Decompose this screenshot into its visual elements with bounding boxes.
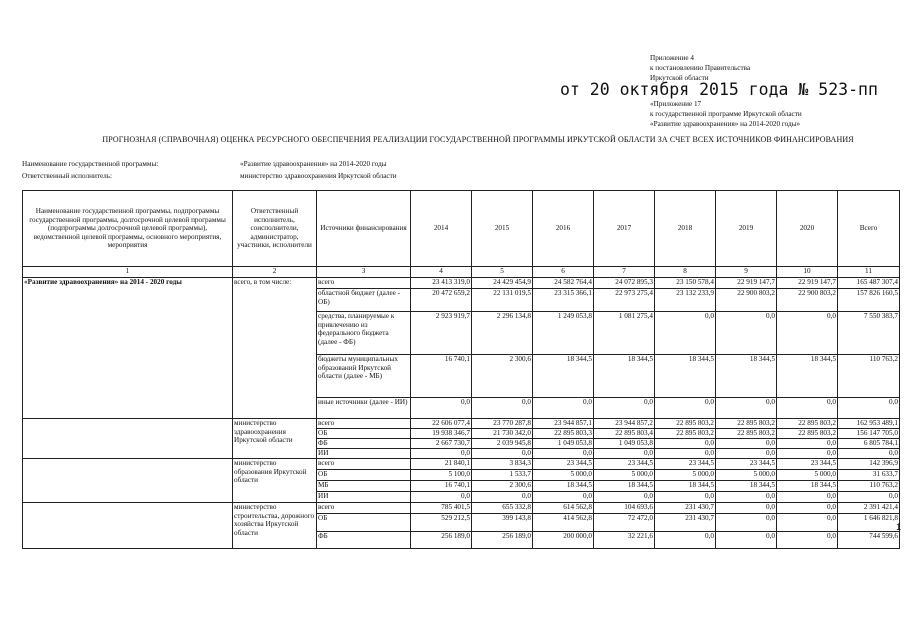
- year-value-cell: 23 315 366,1: [533, 289, 594, 312]
- year-value-cell: 22 895 803,3: [533, 429, 594, 439]
- year-value-cell: 18 344,5: [533, 481, 594, 492]
- total-value-cell: 0,0: [838, 492, 900, 503]
- meta-label: Ответственный исполнитель:: [22, 172, 112, 180]
- meta-label: Наименование государственной программы:: [22, 160, 159, 168]
- year-value-cell: 5 000,0: [533, 470, 594, 481]
- year-value-cell: 1 049 053,8: [594, 439, 655, 449]
- year-value-cell: 23 770 287,8: [472, 419, 533, 429]
- year-value-cell: 5 000,0: [594, 470, 655, 481]
- year-value-cell: 2 667 730,7: [411, 439, 472, 449]
- total-value-cell: 7 550 383,7: [838, 312, 900, 355]
- year-value-cell: 22 919 147,7: [777, 278, 838, 289]
- program-name-cell: «Развитие здравоохранения» на 2014 - 2020 годы: [23, 278, 233, 419]
- year-value-cell: 2 039 945,8: [472, 439, 533, 449]
- year-value-cell: 23 344,5: [716, 459, 777, 470]
- year-value-cell: 0,0: [655, 439, 716, 449]
- year-value-cell: 23 132 233,9: [655, 289, 716, 312]
- total-value-cell: 0,0: [838, 449, 900, 459]
- year-value-cell: 614 562,8: [533, 503, 594, 514]
- year-value-cell: 23 150 578,4: [655, 278, 716, 289]
- source-cell: всего: [317, 459, 411, 470]
- year-value-cell: 0,0: [655, 398, 716, 419]
- column-number: 4: [411, 267, 472, 278]
- source-cell: ОБ: [317, 514, 411, 532]
- total-value-cell: 744 599,6: [838, 532, 900, 549]
- year-value-cell: 256 189,0: [472, 532, 533, 549]
- total-value-cell: 6 805 784,1: [838, 439, 900, 449]
- year-value-cell: 0,0: [655, 492, 716, 503]
- year-value-cell: 0,0: [777, 398, 838, 419]
- year-value-cell: 414 562,8: [533, 514, 594, 532]
- year-value-cell: 72 472,0: [594, 514, 655, 532]
- column-number: 2: [233, 267, 317, 278]
- year-value-cell: 2 296 134,8: [472, 312, 533, 355]
- year-value-cell: 22 900 803,2: [777, 289, 838, 312]
- year-value-cell: 22 919 147,7: [716, 278, 777, 289]
- year-value-cell: 0,0: [594, 492, 655, 503]
- program-executor-cell: всего, в том числе:: [233, 278, 317, 419]
- column-number: 3: [317, 267, 411, 278]
- year-value-cell: 1 049 053,8: [533, 439, 594, 449]
- empty-name-cell: [23, 419, 233, 459]
- header-name: Наименование государственной программы, подпрограммы государственной программы, долгосрочной целевой программы (подпрограммы долгосрочной целевой программы), ведомственной целевой программы, основного мероприятия, мероприятия: [23, 191, 233, 267]
- appendix-line: «Развитие здравоохранения» на 2014-2020 годы»: [650, 120, 801, 128]
- year-value-cell: 22 131 019,5: [472, 289, 533, 312]
- year-value-cell: 399 143,8: [472, 514, 533, 532]
- year-value-cell: 0,0: [716, 492, 777, 503]
- year-value-cell: 22 973 275,4: [594, 289, 655, 312]
- year-value-cell: 24 429 454,9: [472, 278, 533, 289]
- year-value-cell: 23 413 319,0: [411, 278, 472, 289]
- year-value-cell: 256 189,0: [411, 532, 472, 549]
- year-value-cell: 0,0: [777, 439, 838, 449]
- total-value-cell: 157 826 160,5: [838, 289, 900, 312]
- table-row: [23, 459, 900, 470]
- header-year: 2018: [655, 191, 716, 267]
- source-cell: всего: [317, 503, 411, 514]
- year-value-cell: 0,0: [594, 449, 655, 459]
- year-value-cell: 231 430,7: [655, 514, 716, 532]
- header-executor: Ответственный исполнитель, соисполнители, администратор, участники, исполнители: [233, 191, 317, 267]
- column-number: 8: [655, 267, 716, 278]
- year-value-cell: 200 000,0: [533, 532, 594, 549]
- year-value-cell: 21 840,1: [411, 459, 472, 470]
- year-value-cell: 785 401,5: [411, 503, 472, 514]
- executor-cell: министерство здравоохранения Иркутской области: [233, 419, 317, 459]
- year-value-cell: 0,0: [777, 492, 838, 503]
- source-cell: областной бюджет (далее - ОБ): [317, 289, 411, 312]
- header-year: 2014: [411, 191, 472, 267]
- program-meta: [22, 160, 722, 184]
- year-value-cell: 0,0: [777, 312, 838, 355]
- appendix-line: Приложение 4: [650, 54, 694, 62]
- appendix-line: к постановлению Правительства: [650, 64, 751, 72]
- year-value-cell: 5 100,0: [411, 470, 472, 481]
- year-value-cell: 0,0: [533, 492, 594, 503]
- year-value-cell: 0,0: [716, 398, 777, 419]
- year-value-cell: 0,0: [472, 398, 533, 419]
- year-value-cell: 18 344,5: [777, 481, 838, 492]
- appendix-header: [650, 53, 900, 83]
- year-value-cell: 2 923 919,7: [411, 312, 472, 355]
- year-value-cell: 1 533,7: [472, 470, 533, 481]
- column-number: 9: [716, 267, 777, 278]
- year-value-cell: 18 344,5: [655, 481, 716, 492]
- year-value-cell: 18 344,5: [533, 355, 594, 398]
- year-value-cell: 0,0: [716, 503, 777, 514]
- table-row: [23, 278, 900, 289]
- source-cell: бюджеты муниципальных образований Иркутской области (далее - МБ): [317, 355, 411, 398]
- total-value-cell: 0,0: [838, 398, 900, 419]
- column-number: 5: [472, 267, 533, 278]
- year-value-cell: 16 740,1: [411, 355, 472, 398]
- year-value-cell: 22 895 803,2: [716, 419, 777, 429]
- source-cell: всего: [317, 419, 411, 429]
- header-year: 2019: [716, 191, 777, 267]
- table-row: [23, 419, 900, 429]
- year-value-cell: 0,0: [777, 503, 838, 514]
- year-value-cell: 0,0: [411, 398, 472, 419]
- empty-name-cell: [23, 459, 233, 503]
- year-value-cell: 5 000,0: [777, 470, 838, 481]
- year-value-cell: 16 740,1: [411, 481, 472, 492]
- year-value-cell: 20 472 659,2: [411, 289, 472, 312]
- header-year: 2015: [472, 191, 533, 267]
- year-value-cell: 22 895 803,2: [716, 429, 777, 439]
- year-value-cell: 2 300,6: [472, 355, 533, 398]
- year-value-cell: 18 344,5: [716, 355, 777, 398]
- table-row: [23, 503, 900, 514]
- source-cell: ИИ: [317, 449, 411, 459]
- year-value-cell: 22 895 803,2: [655, 419, 716, 429]
- year-value-cell: 0,0: [533, 398, 594, 419]
- header-source: Источники финансирования: [317, 191, 411, 267]
- page-number: 1: [896, 522, 902, 532]
- year-value-cell: 23 944 857,1: [533, 419, 594, 429]
- year-value-cell: 18 344,5: [594, 355, 655, 398]
- year-value-cell: 0,0: [777, 449, 838, 459]
- year-value-cell: 0,0: [411, 492, 472, 503]
- source-cell: иные источники (далее - ИИ): [317, 398, 411, 419]
- source-cell: средства, планируемые к привлечению из федерального бюджета (далее - ФБ): [317, 312, 411, 355]
- year-value-cell: 1 249 053,8: [533, 312, 594, 355]
- source-cell: ОБ: [317, 470, 411, 481]
- column-number: 11: [838, 267, 900, 278]
- year-value-cell: 0,0: [716, 312, 777, 355]
- year-value-cell: 0,0: [777, 532, 838, 549]
- year-value-cell: 0,0: [655, 449, 716, 459]
- column-number: 10: [777, 267, 838, 278]
- header-total: Всего: [838, 191, 900, 267]
- year-value-cell: 529 212,5: [411, 514, 472, 532]
- year-value-cell: 23 944 857,2: [594, 419, 655, 429]
- total-value-cell: 110 763,2: [838, 355, 900, 398]
- header-year: 2016: [533, 191, 594, 267]
- decree-line: от 20 октября 2015 года № 523-пп: [560, 80, 878, 99]
- year-value-cell: 0,0: [716, 439, 777, 449]
- column-number: 1: [23, 267, 233, 278]
- column-number-row: [23, 267, 900, 278]
- year-value-cell: 22 900 803,2: [716, 289, 777, 312]
- year-value-cell: 5 000,0: [655, 470, 716, 481]
- year-value-cell: 32 221,6: [594, 532, 655, 549]
- header-year: 2017: [594, 191, 655, 267]
- meta-row: [22, 172, 722, 184]
- year-value-cell: 24 072 895,3: [594, 278, 655, 289]
- year-value-cell: 231 430,7: [655, 503, 716, 514]
- year-value-cell: 0,0: [655, 532, 716, 549]
- total-value-cell: 1 646 821,8: [838, 514, 900, 532]
- total-value-cell: 142 396,9: [838, 459, 900, 470]
- header-year: 2020: [777, 191, 838, 267]
- year-value-cell: 22 895 803,2: [655, 429, 716, 439]
- year-value-cell: 0,0: [472, 492, 533, 503]
- appendix-line: Иркутской области: [650, 74, 709, 82]
- total-value-cell: 110 763,2: [838, 481, 900, 492]
- meta-value: «Развитие здравоохранения» на 2014-2020 годы: [240, 160, 387, 168]
- resource-table: [22, 190, 900, 549]
- header-row: [23, 191, 900, 267]
- year-value-cell: 18 344,5: [777, 355, 838, 398]
- source-cell: ОБ: [317, 429, 411, 439]
- year-value-cell: 1 081 275,4: [594, 312, 655, 355]
- year-value-cell: 24 582 764,4: [533, 278, 594, 289]
- year-value-cell: 655 332,8: [472, 503, 533, 514]
- appendix-line: к государственной программе Иркутской области: [650, 110, 802, 118]
- meta-value: министерство здравоохранения Иркутской области: [240, 172, 397, 180]
- appendix-line: «Приложение 17: [650, 100, 702, 108]
- column-number: 6: [533, 267, 594, 278]
- year-value-cell: 18 344,5: [594, 481, 655, 492]
- total-value-cell: 156 147 705,0: [838, 429, 900, 439]
- resource-table-wrapper: [22, 190, 900, 549]
- year-value-cell: 0,0: [716, 514, 777, 532]
- meta-row: [22, 160, 722, 172]
- year-value-cell: 23 344,5: [533, 459, 594, 470]
- year-value-cell: 19 938 346,7: [411, 429, 472, 439]
- total-value-cell: 2 391 421,4: [838, 503, 900, 514]
- year-value-cell: 22 895 803,2: [777, 429, 838, 439]
- source-cell: ФБ: [317, 532, 411, 549]
- year-value-cell: 0,0: [716, 532, 777, 549]
- executor-cell: министерство строительства, дорожного хозяйства Иркутской области: [233, 503, 317, 549]
- year-value-cell: 0,0: [594, 398, 655, 419]
- year-value-cell: 0,0: [777, 514, 838, 532]
- empty-name-cell: [23, 503, 233, 549]
- year-value-cell: 0,0: [411, 449, 472, 459]
- year-value-cell: 18 344,5: [716, 481, 777, 492]
- year-value-cell: 23 344,5: [777, 459, 838, 470]
- year-value-cell: 3 834,3: [472, 459, 533, 470]
- year-value-cell: 18 344,5: [655, 355, 716, 398]
- year-value-cell: 22 895 803,4: [594, 429, 655, 439]
- year-value-cell: 5 000,0: [716, 470, 777, 481]
- year-value-cell: 2 300,6: [472, 481, 533, 492]
- year-value-cell: 0,0: [716, 449, 777, 459]
- year-value-cell: 0,0: [472, 449, 533, 459]
- table-body: [23, 278, 900, 549]
- source-cell: МБ: [317, 481, 411, 492]
- total-value-cell: 31 633,7: [838, 470, 900, 481]
- source-cell: ФБ: [317, 439, 411, 449]
- year-value-cell: 0,0: [533, 449, 594, 459]
- executor-cell: министерство образования Иркутской области: [233, 459, 317, 503]
- document-title: ПРОГНОЗНАЯ (СПРАВОЧНАЯ) ОЦЕНКА РЕСУРСНОГО ОБЕСПЕЧЕНИЯ РЕАЛИЗАЦИИ ГОСУДАРСТВЕННОЙ ПРОГРАММЫ ИРКУТСКОЙ ОБЛАСТИ ЗА СЧЕТ ВСЕХ ИСТОЧНИКОВ ФИНАНСИРОВАНИЯ: [102, 135, 854, 144]
- total-value-cell: 162 953 489,1: [838, 419, 900, 429]
- appendix-header-2: [650, 99, 900, 129]
- source-cell: ИИ: [317, 492, 411, 503]
- source-cell: всего: [317, 278, 411, 289]
- total-value-cell: 165 487 307,4: [838, 278, 900, 289]
- year-value-cell: 22 606 077,4: [411, 419, 472, 429]
- year-value-cell: 104 693,6: [594, 503, 655, 514]
- year-value-cell: 23 344,5: [655, 459, 716, 470]
- year-value-cell: 22 895 803,2: [777, 419, 838, 429]
- year-value-cell: 21 730 342,0: [472, 429, 533, 439]
- year-value-cell: 0,0: [655, 312, 716, 355]
- year-value-cell: 23 344,5: [594, 459, 655, 470]
- column-number: 7: [594, 267, 655, 278]
